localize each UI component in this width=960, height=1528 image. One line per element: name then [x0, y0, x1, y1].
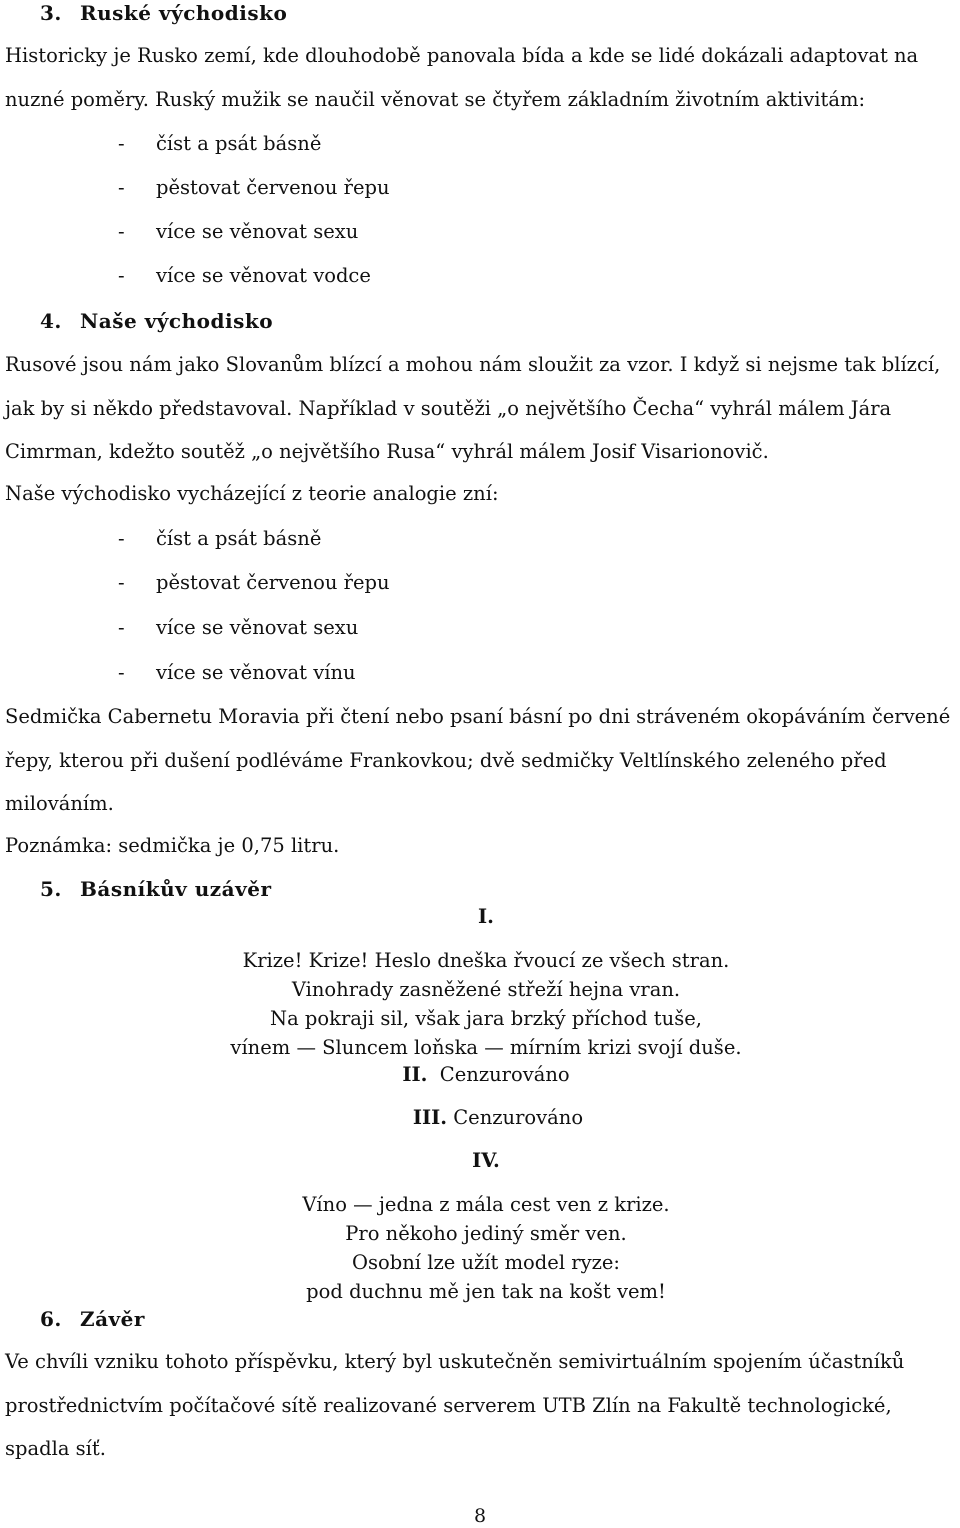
section-3-number: 3. — [40, 1, 62, 25]
section-6-paragraph: Ve chvíli vzniku tohoto příspěvku, který byl uskutečněn semivirtuálním spojením účastníků prostřednictvím počítačové sítě realizované serverem UTB Zlín na Fakultě technologické, spadla síť. — [5, 1350, 905, 1460]
list-item: - číst a psát básně — [118, 132, 322, 155]
poem-line: Krize! Krize! Heslo dneška řvoucí ze všech stran. — [242, 949, 730, 972]
section-4-paragraph: Rusové jsou nám jako Slovanům blízcí a mohou nám sloužit za vzor. I když si nejsme tak blízcí, jak by si někdo představoval. Například v soutěži „o největšího Čecha“ vyhrál málem Jára Cimrman, kdežto soutěž „o největšího Rusa“ vyhrál málem Josif Visarionovič. — [5, 353, 941, 463]
section-3-title: Ruské východisko — [80, 1, 288, 25]
stanza-3-text: Cenzurováno — [453, 1106, 584, 1129]
stanza-1-title: I. — [478, 905, 494, 928]
stanza-2-number: II. — [402, 1063, 428, 1086]
section-3-paragraph: Historicky je Rusko zemí, kde dlouhodobě panovala bída a kde se lidé dokázali adaptovat na nuzné poměry. Ruský mužik se naučil věnovat se čtyřem základním životním aktivitám: — [5, 44, 919, 111]
section-5-title: Básníkův uzávěr — [80, 877, 272, 901]
section-4-title: Naše východisko — [80, 309, 274, 333]
section-5-heading — [40, 877, 271, 901]
section-4-paragraph-2: Sedmička Cabernetu Moravia při čtení nebo psaní básní po dni stráveném okopáváním červené řepy, kterou při dušení podléváme Frankovkou; dvě sedmičky Veltlínského zeleného před milováním. — [5, 705, 951, 815]
section-4-intro: Naše východisko vycházející z teorie analogie zní: — [5, 482, 499, 505]
poem-line: vínem — Sluncem loňska — mírním krizi svojí duše. — [230, 1036, 742, 1059]
section-4-number: 4. — [40, 309, 62, 333]
list-item: - více se věnovat sexu — [118, 220, 359, 243]
poem-line: Víno — jedna z mála cest ven z krize. — [302, 1193, 670, 1216]
list-item: - číst a psát básně — [118, 527, 322, 550]
stanza-3-number: III. — [412, 1106, 448, 1129]
stanza-4 — [180, 1190, 792, 1306]
section-6-heading — [40, 1307, 145, 1331]
poem-line: Na pokraji sil, však jara brzký příchod tuše, — [270, 1007, 702, 1030]
stanza-2 — [180, 1063, 792, 1086]
list-item: - více se věnovat sexu — [118, 616, 359, 639]
section-4-heading — [40, 309, 273, 333]
section-4-note: Poznámka: sedmička je 0,75 litru. — [5, 834, 340, 857]
page-number: 8 — [473, 1505, 487, 1527]
section-5-number: 5. — [40, 877, 62, 901]
poem-line: Vinohrady zasněžené střeží hejna vran. — [291, 978, 681, 1001]
stanza-4-title: IV. — [472, 1149, 500, 1172]
list-item: - pěstovat červenou řepu — [118, 176, 390, 199]
stanza-2-text: Cenzurováno — [439, 1063, 570, 1086]
poem-line: Osobní lze užít model ryze: — [352, 1251, 620, 1274]
list-item: - více se věnovat vodce — [118, 264, 371, 287]
poem-line: Pro někoho jediný směr ven. — [345, 1222, 627, 1245]
section-3-heading — [40, 1, 287, 25]
stanza-3 — [192, 1106, 804, 1129]
stanza-1 — [180, 946, 792, 1062]
list-item: - více se věnovat vínu — [118, 661, 356, 684]
list-item: - pěstovat červenou řepu — [118, 571, 390, 594]
section-6-title: Závěr — [80, 1307, 145, 1331]
poem-line: pod duchnu mě jen tak na košt vem! — [306, 1280, 666, 1303]
section-6-number: 6. — [40, 1307, 62, 1331]
